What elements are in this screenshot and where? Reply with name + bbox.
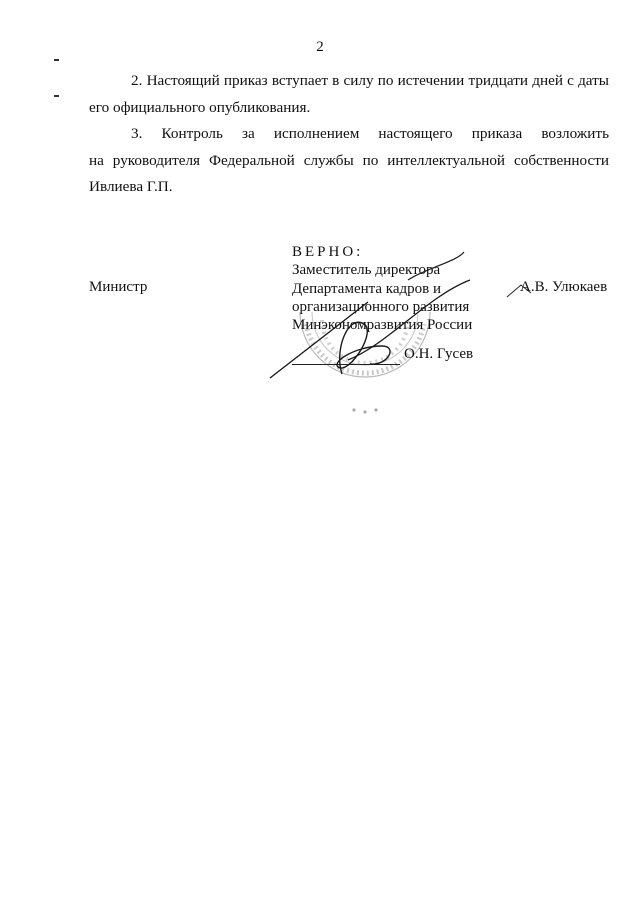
certified-label: ВЕРНО: <box>292 244 364 260</box>
margin-mark <box>54 95 59 97</box>
certifier-position-line: Минэкономразвития России <box>292 317 473 334</box>
paragraph-2 <box>89 68 609 121</box>
page-number: 2 <box>316 39 324 55</box>
certifier-name: О.Н. Гусев <box>404 346 474 362</box>
minister-signature-stroke <box>505 283 535 299</box>
minister-name: А.В. Улюкаев <box>520 279 608 295</box>
paragraph-3-line-1: 3. Контроль за исполнением настоящего приказа возложить <box>131 125 609 142</box>
minister-title: Министр <box>89 279 148 295</box>
paragraph-3-line-3: Ивлиева Г.П. <box>89 178 173 195</box>
paragraph-2-line-2: его официального опубликования. <box>89 98 311 116</box>
certifier-position-line: Департамента кадров и <box>292 280 441 297</box>
certifier-position-line: организационного развития <box>292 298 470 315</box>
paragraph-2-line-1: 2. Настоящий приказ вступает в силу по истечении тридцати дней с даты <box>131 72 609 89</box>
margin-mark <box>54 59 59 61</box>
paragraph-3 <box>89 121 609 201</box>
paragraph-3-line-2: на руководителя Федеральной службы по интеллектуальной собственности <box>89 151 609 169</box>
certifier-position-line: Заместитель директора <box>292 262 441 279</box>
handwritten-signature <box>258 250 478 390</box>
